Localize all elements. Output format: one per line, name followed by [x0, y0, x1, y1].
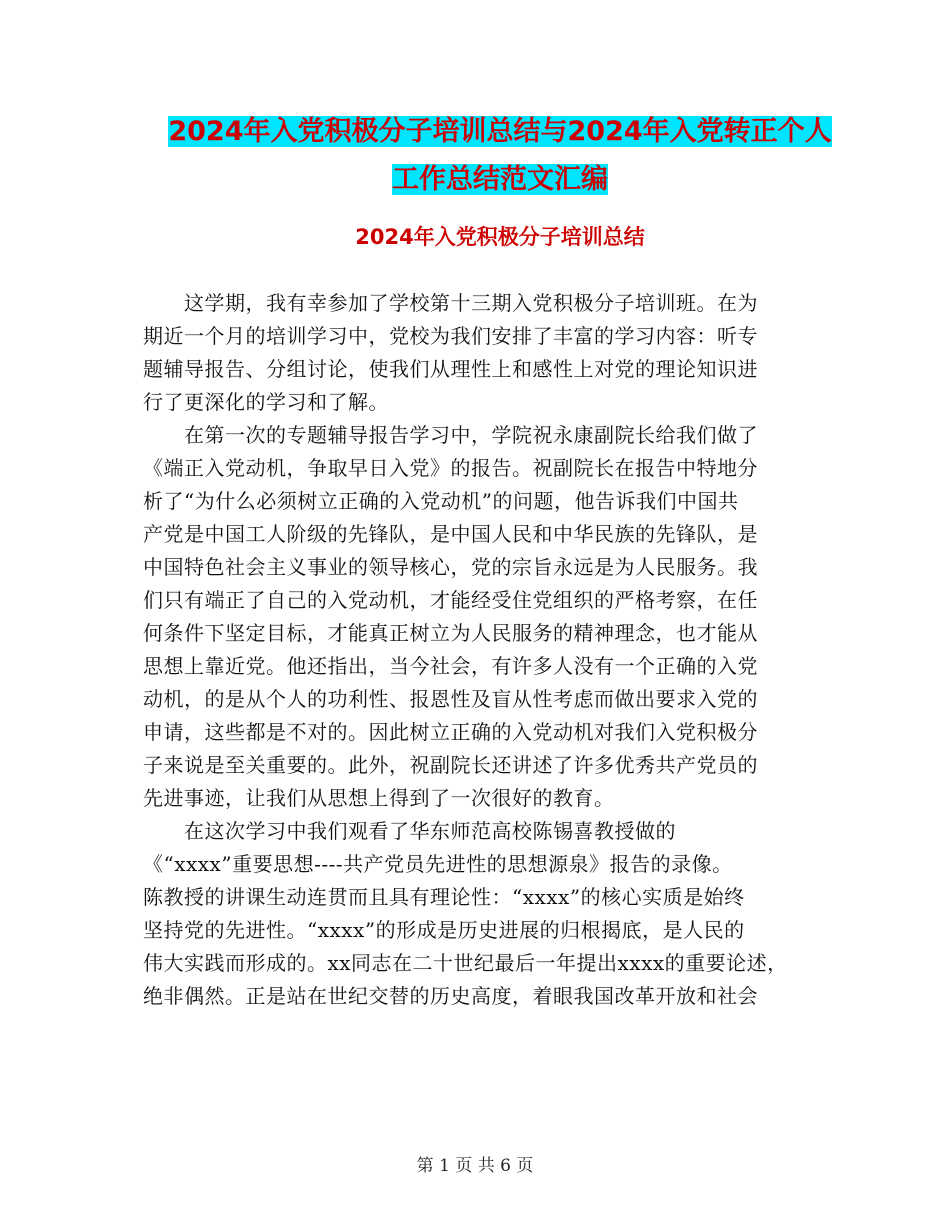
- text-line: 题辅导报告、分组讨论，使我们从理性上和感性上对党的理论知识进: [143, 357, 758, 381]
- text-line: 先进事迹，让我们从思想上得到了一次很好的教育。: [143, 786, 615, 810]
- text-line: 行了更深化的学习和了解。: [143, 390, 389, 414]
- text-line: 在第一次的专题辅导报告学习中，学院祝永康副院长给我们做了: [184, 423, 758, 447]
- text-line: 何条件下坚定目标，才能真正树立为人民服务的精神理念，也才能从: [143, 621, 758, 645]
- text-line: 陈教授的讲课生动连贯而且具有理论性：“xxxx”的核心实质是始终: [143, 885, 745, 909]
- document-title-line-2: 工作总结范文汇编: [392, 164, 608, 195]
- text-line: 坚持党的先进性。“xxxx”的形成是历史进展的归根揭底，是人民的: [143, 918, 745, 942]
- text-line: 绝非偶然。正是站在世纪交替的历史高度，着眼我国改革开放和社会: [143, 984, 758, 1008]
- section-title: 2024年入党积极分子培训总结: [355, 225, 645, 249]
- text-line: 动机，的是从个人的功利性、报恩性及盲从性考虑而做出要求入党的: [143, 687, 758, 711]
- text-line: 们只有端正了自己的入党动机，才能经受住党组织的严格考察，在任: [143, 588, 758, 612]
- text-line: 中国特色社会主义事业的领导核心，党的宗旨永远是为人民服务。我: [143, 555, 758, 579]
- text-line: 《端正入党动机，争取早日入党》的报告。祝副院长在报告中特地分: [143, 456, 758, 480]
- text-line: 产党是中国工人阶级的先锋队，是中国人民和中华民族的先锋队，是: [143, 522, 758, 546]
- text-line: 申请，这些都是不对的。因此树立正确的入党动机对我们入党积极分: [143, 720, 758, 744]
- document-title: [140, 108, 860, 204]
- text-line: 在这次学习中我们观看了华东师范高校陈锡喜教授做的: [184, 819, 676, 843]
- page-footer: 第 1 页 共 6 页: [416, 1156, 534, 1176]
- text-line: 析了“为什么必须树立正确的入党动机”的问题，他告诉我们中国共: [143, 489, 739, 513]
- body-text: [143, 287, 803, 1013]
- text-line: 思想上靠近党。他还指出，当今社会，有许多人没有一个正确的入党: [143, 654, 758, 678]
- text-line: 《“xxxx”重要思想----共产党员先进性的思想源泉》报告的录像。: [143, 852, 733, 876]
- text-line: 子来说是至关重要的。此外，祝副院长还讲述了许多优秀共产党员的: [143, 753, 758, 777]
- document-title-line-1: 2024年入党积极分子培训总结与2024年入党转正个人: [168, 116, 832, 147]
- text-line: 伟大实践而形成的。xx同志在二十世纪最后一年提出xxxx的重要论述，: [143, 951, 788, 975]
- text-line: 这学期，我有幸参加了学校第十三期入党积极分子培训班。在为: [184, 291, 758, 315]
- text-line: 期近一个月的培训学习中，党校为我们安排了丰富的学习内容：听专: [143, 324, 758, 348]
